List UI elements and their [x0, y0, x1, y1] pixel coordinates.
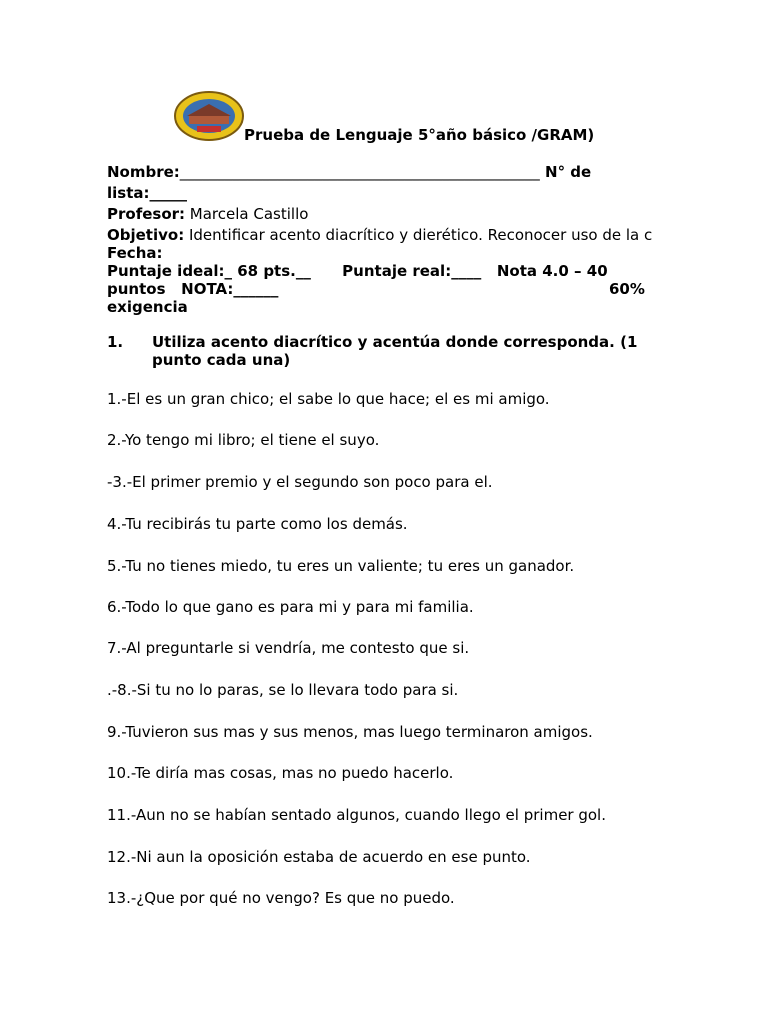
school-logo-icon	[173, 90, 245, 142]
section-instruction: Utiliza acento diacrítico y acentúa donde corresponda. (1	[152, 333, 638, 351]
list-item: 2.-Yo tengo mi libro; el tiene el suyo.	[107, 431, 380, 449]
list-item: 13.-¿Que por qué no vengo? Es que no puedo.	[107, 889, 455, 907]
objetivo-field	[107, 226, 652, 244]
nombre-label: Nombre:	[107, 163, 180, 181]
profesor-label: Profesor:	[107, 205, 186, 223]
profesor-value: Marcela Castillo	[185, 205, 309, 223]
objetivo-label: Objetivo:	[107, 226, 185, 244]
section-number: 1.	[107, 333, 124, 351]
list-item: 5.-Tu no tienes miedo, tu eres un valiente; tu eres un ganador.	[107, 557, 575, 575]
list-item: .-8.-Si tu no lo paras, se lo llevara todo para si.	[107, 681, 459, 699]
puntaje-line: Puntaje ideal:_ 68 pts.__ Puntaje real:____ Nota 4.0 – 40	[107, 262, 608, 280]
list-item: 11.-Aun no se habían sentado algunos, cuando llego el primer gol.	[107, 806, 606, 824]
list-item: 1.-El es un gran chico; el sabe lo que hace; el es mi amigo.	[107, 390, 550, 408]
profesor-field	[107, 205, 308, 223]
list-item: 7.-Al preguntarle si vendría, me contesto que si.	[107, 639, 470, 657]
puntos-nota-line: puntos NOTA:______	[107, 280, 279, 298]
objetivo-value: Identificar acento diacrítico y dierético. Reconocer uso de la c	[184, 226, 653, 244]
list-item: 6.-Todo lo que gano es para mi y para mi familia.	[107, 598, 474, 616]
lista-field: lista:_____	[107, 184, 188, 202]
list-item: 9.-Tuvieron sus mas y sus menos, mas luego terminaron amigos.	[107, 723, 593, 741]
list-item: 10.-Te diría mas cosas, mas no puedo hacerlo.	[107, 764, 454, 782]
list-item: 4.-Tu recibirás tu parte como los demás.	[107, 515, 408, 533]
page-title: Prueba de Lenguaje 5°año básico /GRAM)	[244, 126, 595, 144]
fecha-field: Fecha:	[107, 244, 163, 262]
lista-label: N° de	[539, 163, 592, 181]
section-instruction-cont: punto cada una)	[152, 351, 291, 369]
list-item: -3.-El primer premio y el segundo son poco para el.	[107, 473, 493, 491]
exigencia-label: exigencia	[107, 298, 188, 316]
list-item: 12.-Ni aun la oposición estaba de acuerdo en ese punto.	[107, 848, 531, 866]
exigencia-percent: 60%	[609, 280, 645, 298]
nombre-field	[107, 163, 591, 181]
nombre-line: ________________________________________________	[179, 163, 540, 181]
